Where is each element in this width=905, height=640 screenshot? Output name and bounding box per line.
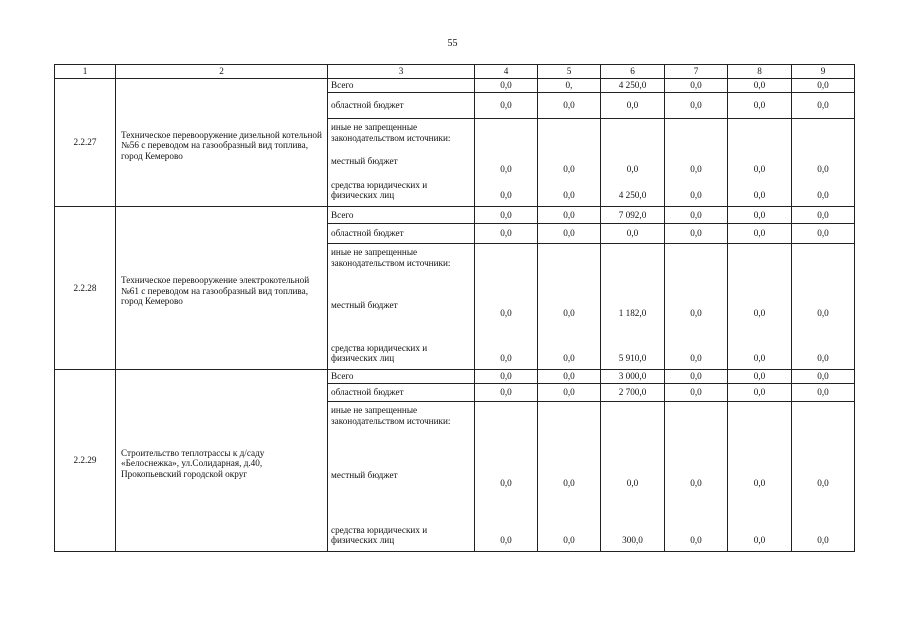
value-cell: 0,0	[601, 224, 665, 244]
value-cell: 0,0	[817, 190, 829, 201]
value-cell: 0,0	[665, 207, 728, 224]
other-sources-stack	[328, 402, 474, 550]
column-header: 8	[728, 65, 792, 79]
value-stack-cell	[538, 402, 601, 552]
value-cell: 0,0	[792, 384, 855, 402]
value-stack	[601, 402, 664, 550]
value-stack	[601, 119, 664, 205]
value-stack	[475, 244, 537, 368]
budget-table	[54, 64, 855, 552]
value-cell: 0,0	[665, 79, 728, 93]
value-cell: 4 250,0	[601, 79, 665, 93]
value-stack	[475, 119, 537, 205]
value-cell: 0,0	[500, 535, 512, 546]
value-cell: 0,0	[753, 535, 766, 546]
value-cell: 0,0	[538, 384, 601, 402]
other-sources-block	[328, 244, 475, 370]
value-stack-cell	[728, 244, 792, 370]
column-header: 1	[55, 65, 116, 79]
spacer	[795, 405, 851, 431]
funding-source-label: местный бюджет	[331, 156, 398, 167]
value-cell: 0,0	[728, 79, 792, 93]
value-cell: 0,0	[690, 353, 702, 364]
funding-source-label: средства юридических и физических лиц	[331, 179, 428, 201]
value-cell: 0,0	[690, 535, 702, 546]
value-stack	[728, 119, 791, 205]
value-cell: 0,0	[563, 163, 575, 174]
value-cell: 0,0	[538, 93, 601, 119]
value-cell: 2 700,0	[601, 384, 665, 402]
other-sources-stack	[328, 244, 474, 368]
funding-source-label: местный бюджет	[331, 300, 398, 311]
value-stack-cell	[538, 244, 601, 370]
funding-source-label: иные не запрещенные законодательством источники:	[331, 247, 451, 268]
value-cell: 0,0	[475, 370, 538, 384]
value-cell: 0,0	[500, 353, 512, 364]
value-cell: 0,0	[753, 307, 766, 318]
column-number-row	[55, 65, 855, 79]
value-cell: 0,0	[728, 384, 792, 402]
value-cell: 0,0	[475, 384, 538, 402]
value-stack-cell	[792, 119, 855, 207]
spacer	[478, 247, 534, 273]
funding-source-label: областной бюджет	[328, 224, 475, 244]
spacer	[541, 405, 597, 431]
column-header: 9	[792, 65, 855, 79]
spacer	[604, 122, 661, 148]
value-cell: 0,0	[665, 384, 728, 402]
value-stack	[665, 244, 727, 368]
column-header: 4	[475, 65, 538, 79]
value-cell: 0,0	[792, 93, 855, 119]
value-cell: 0,0	[792, 207, 855, 224]
value-cell: 5 910,0	[618, 353, 647, 364]
value-cell: 0,0	[475, 224, 538, 244]
spacer	[731, 247, 788, 273]
value-stack	[792, 402, 854, 550]
section-code: 2.2.28	[55, 207, 116, 370]
section-code: 2.2.29	[55, 370, 116, 552]
value-cell: 0,0	[817, 477, 829, 488]
value-stack	[728, 402, 791, 550]
column-header: 7	[665, 65, 728, 79]
spacer	[668, 122, 724, 148]
value-cell: 0,0	[792, 224, 855, 244]
value-cell: 0,0	[792, 370, 855, 384]
funding-source-label: областной бюджет	[328, 384, 475, 402]
value-cell: 7 092,0	[601, 207, 665, 224]
column-header: 2	[116, 65, 328, 79]
value-cell: 0,0	[792, 79, 855, 93]
value-stack	[665, 402, 727, 550]
value-stack	[665, 119, 727, 205]
value-cell: 0,0	[601, 93, 665, 119]
section-row-total	[55, 370, 855, 384]
spacer	[795, 247, 851, 273]
spacer	[541, 122, 597, 148]
value-stack-cell	[665, 402, 728, 552]
value-cell: 0,0	[665, 224, 728, 244]
value-stack-cell	[475, 119, 538, 207]
value-stack-cell	[665, 119, 728, 207]
section-code: 2.2.27	[55, 79, 116, 207]
value-cell: 0,0	[500, 163, 512, 174]
value-cell: 0,0	[500, 190, 512, 201]
value-cell: 0,0	[753, 190, 766, 201]
value-cell: 0,0	[626, 477, 639, 488]
value-cell: 0,0	[665, 370, 728, 384]
section-row-total	[55, 79, 855, 93]
value-stack	[728, 244, 791, 368]
value-cell: 0,0	[626, 163, 639, 174]
value-cell: 0,0	[728, 224, 792, 244]
value-stack-cell	[601, 402, 665, 552]
value-cell: 300,0	[622, 535, 643, 546]
section-name: Техническое перевооружение электрокотельной №61 с переводом на газообразный вид топлива, город Кемерово	[116, 207, 328, 370]
funding-source-label: Всего	[328, 79, 475, 93]
value-stack-cell	[728, 119, 792, 207]
funding-source-label: Всего	[328, 207, 475, 224]
value-cell: 0,0	[563, 307, 575, 318]
value-cell: 0,0	[817, 535, 829, 546]
value-cell: 0,0	[475, 93, 538, 119]
value-stack-cell	[601, 119, 665, 207]
value-cell: 0,0	[728, 207, 792, 224]
value-stack-cell	[475, 402, 538, 552]
value-stack-cell	[792, 244, 855, 370]
other-sources-stack	[328, 119, 474, 205]
value-cell: 3 000,0	[601, 370, 665, 384]
value-cell: 0,0	[563, 477, 575, 488]
spacer	[478, 405, 534, 431]
funding-source-label: местный бюджет	[331, 470, 398, 481]
value-cell: 0,0	[563, 535, 575, 546]
spacer	[731, 405, 788, 431]
value-stack-cell	[728, 402, 792, 552]
value-cell: 0,0	[500, 477, 512, 488]
value-cell: 0,0	[690, 163, 702, 174]
spacer	[604, 405, 661, 431]
value-stack-cell	[665, 244, 728, 370]
value-stack	[475, 402, 537, 550]
value-cell: 0,0	[728, 370, 792, 384]
value-stack	[538, 119, 600, 205]
value-cell: 0,0	[538, 207, 601, 224]
other-sources-block	[328, 119, 475, 207]
value-cell: 0,	[538, 79, 601, 93]
spacer	[604, 247, 661, 273]
value-cell: 0,0	[538, 370, 601, 384]
funding-source-label: иные не запрещенные законодательством источники:	[331, 405, 451, 426]
value-cell: 0,0	[475, 79, 538, 93]
value-cell: 0,0	[665, 93, 728, 119]
page-number: 55	[447, 38, 458, 49]
value-stack-cell	[475, 244, 538, 370]
funding-source-label: Всего	[328, 370, 475, 384]
funding-source-label: средства юридических и физических лиц	[331, 342, 428, 364]
value-cell: 0,0	[538, 224, 601, 244]
section-row-total	[55, 207, 855, 224]
spacer	[668, 405, 724, 431]
funding-source-label: областной бюджет	[328, 93, 475, 119]
value-cell: 0,0	[753, 477, 766, 488]
value-cell: 0,0	[563, 353, 575, 364]
value-cell: 0,0	[500, 307, 512, 318]
value-cell: 0,0	[690, 307, 702, 318]
funding-source-label: иные не запрещенные законодательством источники:	[331, 122, 451, 143]
spacer	[795, 122, 851, 148]
value-cell: 1 182,0	[618, 307, 647, 318]
spacer	[731, 122, 788, 148]
value-stack	[792, 119, 854, 205]
value-stack-cell	[601, 244, 665, 370]
column-header: 5	[538, 65, 601, 79]
spacer	[668, 247, 724, 273]
section-name: Техническое перевооружение дизельной котельной №56 с переводом на газообразный вид топлива, город Кемерово	[116, 79, 328, 207]
spacer	[541, 247, 597, 273]
value-cell: 0,0	[753, 353, 766, 364]
value-cell: 0,0	[753, 163, 766, 174]
value-cell: 0,0	[690, 477, 702, 488]
spacer	[478, 122, 534, 148]
value-cell: 0,0	[475, 207, 538, 224]
section-name: Строительство теплотрассы к д/саду «Белоснежка», ул.Солидарная, д.40, Прокопьевский городской округ	[116, 370, 328, 552]
value-stack	[538, 244, 600, 368]
other-sources-block	[328, 402, 475, 552]
value-cell: 4 250,0	[618, 190, 647, 201]
funding-source-label: средства юридических и физических лиц	[331, 524, 428, 546]
value-stack	[538, 402, 600, 550]
value-cell: 0,0	[817, 163, 829, 174]
value-stack	[792, 244, 854, 368]
column-header: 3	[328, 65, 475, 79]
value-cell: 0,0	[690, 190, 702, 201]
value-cell: 0,0	[817, 307, 829, 318]
value-cell: 0,0	[563, 190, 575, 201]
column-header: 6	[601, 65, 665, 79]
value-cell: 0,0	[817, 353, 829, 364]
value-stack-cell	[792, 402, 855, 552]
value-stack-cell	[538, 119, 601, 207]
value-cell: 0,0	[728, 93, 792, 119]
value-stack	[601, 244, 664, 368]
